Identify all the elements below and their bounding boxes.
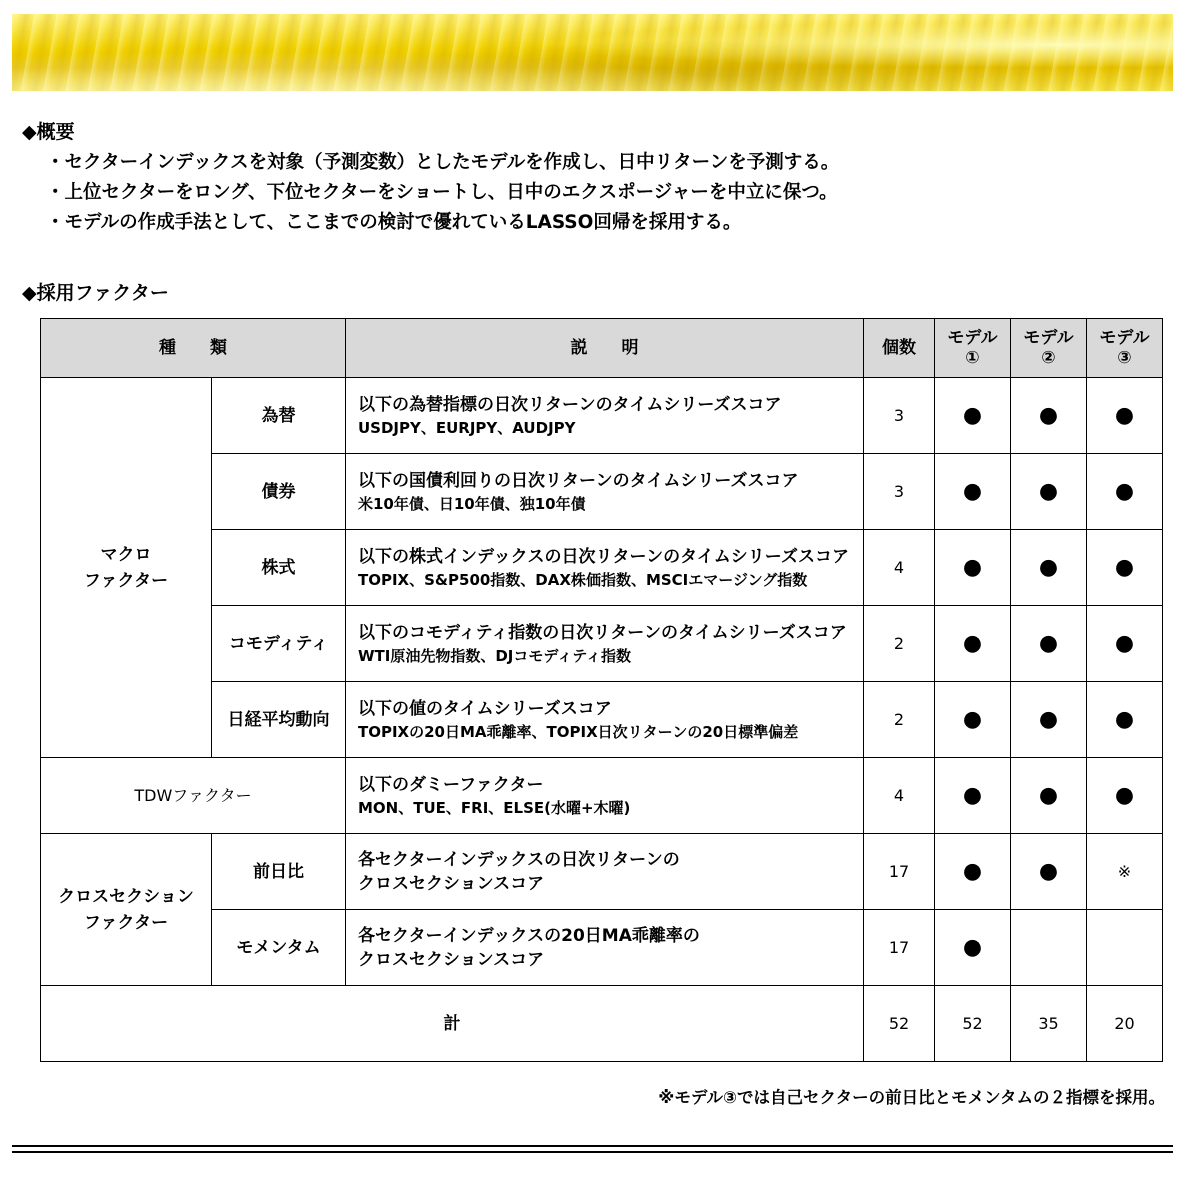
model1-mark: ● <box>935 910 1011 986</box>
description-main: 以下の為替指標の日次リターンのタイムシリーズスコア <box>358 394 782 415</box>
description-detail: クロスセクションスコア <box>358 949 545 970</box>
description-main: 各セクターインデックスの日次リターンの <box>358 849 680 870</box>
table-row <box>41 834 1163 910</box>
description-cell <box>346 682 864 758</box>
model1-mark: ● <box>935 834 1011 910</box>
header-model2-num: ② <box>1041 348 1056 368</box>
model2-mark: ● <box>1011 606 1087 682</box>
header-model1-label: モデル <box>947 328 998 348</box>
overview-heading: ◆概要 <box>22 121 75 143</box>
subcategory-cell: 為替 <box>212 378 346 454</box>
factor-table <box>40 318 1163 1062</box>
model2-mark: ● <box>1011 530 1087 606</box>
model3-mark: ※ <box>1087 834 1163 910</box>
header-model1 <box>935 319 1011 378</box>
model1-mark: ● <box>935 606 1011 682</box>
subcategory-cell: 株式 <box>212 530 346 606</box>
group-cross-section <box>41 834 212 986</box>
total-count: 52 <box>864 986 935 1062</box>
count-cell: 2 <box>864 606 935 682</box>
count-cell: 2 <box>864 682 935 758</box>
subcategory-cell: 日経平均動向 <box>212 682 346 758</box>
model3-mark: ● <box>1087 454 1163 530</box>
group-macro-line1: マクロ <box>100 544 152 565</box>
model3-mark: ● <box>1087 606 1163 682</box>
count-cell: 4 <box>864 758 935 834</box>
description-main: 以下の株式インデックスの日次リターンのタイムシリーズスコア <box>358 546 849 567</box>
bottom-rule <box>12 1151 1173 1153</box>
model1-mark: ● <box>935 682 1011 758</box>
subcategory-cell: 債券 <box>212 454 346 530</box>
description-main: 以下の国債利回りの日次リターンのタイムシリーズスコア <box>358 470 799 491</box>
total-model1: 52 <box>935 986 1011 1062</box>
table-row <box>41 758 1163 834</box>
table-header-row <box>41 319 1163 378</box>
model2-mark: ● <box>1011 682 1087 758</box>
model3-mark: ● <box>1087 758 1163 834</box>
description-detail: TOPIX、S&P500指数、DAX株価指数、MSCIエマージング指数 <box>358 570 808 589</box>
count-cell: 3 <box>864 454 935 530</box>
header-model2-label: モデル <box>1023 328 1074 348</box>
header-banner <box>12 14 1173 91</box>
overview-bullet: ・セクターインデックスを対象（予測変数）としたモデルを作成し、日中リターンを予測する。 <box>46 152 840 173</box>
subcategory-cell: コモディティ <box>212 606 346 682</box>
model3-mark <box>1087 910 1163 986</box>
overview-bullets <box>46 148 839 238</box>
group-cross-line2: ファクター <box>83 912 169 933</box>
description-main: 各セクターインデックスの20日MA乖離率の <box>358 925 700 946</box>
group-macro-line2: ファクター <box>83 570 169 591</box>
model2-mark <box>1011 910 1087 986</box>
total-row <box>41 986 1163 1062</box>
model1-mark: ● <box>935 378 1011 454</box>
model3-mark: ● <box>1087 530 1163 606</box>
model2-mark: ● <box>1011 454 1087 530</box>
header-model3 <box>1087 319 1163 378</box>
count-cell: 4 <box>864 530 935 606</box>
subcategory-cell: モメンタム <box>212 910 346 986</box>
model2-mark: ● <box>1011 378 1087 454</box>
description-cell <box>346 378 864 454</box>
model3-mark: ● <box>1087 682 1163 758</box>
description-detail: WTI原油先物指数、DJコモディティ指数 <box>358 646 631 665</box>
description-cell <box>346 834 864 910</box>
model2-mark: ● <box>1011 834 1087 910</box>
description-cell <box>346 910 864 986</box>
header-model3-label: モデル <box>1099 328 1150 348</box>
count-cell: 17 <box>864 834 935 910</box>
description-cell <box>346 454 864 530</box>
header-kind: 種 類 <box>41 319 346 378</box>
subcategory-cell: 前日比 <box>212 834 346 910</box>
model3-mark: ● <box>1087 378 1163 454</box>
model1-mark: ● <box>935 758 1011 834</box>
model1-mark: ● <box>935 454 1011 530</box>
description-cell <box>346 530 864 606</box>
footnote: ※モデル③では自己セクターの前日比とモメンタムの２指標を採用。 <box>658 1088 1165 1107</box>
total-label: 計 <box>41 986 864 1062</box>
count-cell: 17 <box>864 910 935 986</box>
header-model2 <box>1011 319 1087 378</box>
description-detail: TOPIXの20日MA乖離率、TOPIX日次リターンの20日標準偏差 <box>358 722 799 741</box>
group-macro <box>41 378 212 758</box>
description-detail: 米10年債、日10年債、独10年債 <box>358 494 586 513</box>
total-model3: 20 <box>1087 986 1163 1062</box>
model1-mark: ● <box>935 530 1011 606</box>
header-desc: 説 明 <box>346 319 864 378</box>
header-model1-num: ① <box>965 348 980 368</box>
description-cell <box>346 758 864 834</box>
description-detail: MON、TUE、FRI、ELSE(水曜+木曜) <box>358 798 631 817</box>
bottom-rule <box>12 1145 1173 1147</box>
overview-bullet: ・上位セクターをロング、下位セクターをショートし、日中のエクスポージャーを中立に保つ。 <box>46 182 838 203</box>
factors-heading: ◆採用ファクター <box>22 282 169 304</box>
description-main: 以下のコモディティ指数の日次リターンのタイムシリーズスコア <box>358 622 847 643</box>
description-detail: USDJPY、EURJPY、AUDJPY <box>358 418 576 437</box>
description-cell <box>346 606 864 682</box>
table-row <box>41 378 1163 454</box>
header-count: 個数 <box>864 319 935 378</box>
group-tdw: TDWファクター <box>41 758 346 834</box>
description-main: 以下の値のタイムシリーズスコア <box>358 698 612 719</box>
group-cross-line1: クロスセクション <box>58 886 194 907</box>
description-detail: クロスセクションスコア <box>358 873 545 894</box>
count-cell: 3 <box>864 378 935 454</box>
model2-mark: ● <box>1011 758 1087 834</box>
header-model3-num: ③ <box>1117 348 1132 368</box>
overview-bullet: ・モデルの作成手法として、ここまでの検討で優れているLASSO回帰を採用する。 <box>46 212 742 233</box>
total-model2: 35 <box>1011 986 1087 1062</box>
description-main: 以下のダミーファクター <box>358 774 544 795</box>
